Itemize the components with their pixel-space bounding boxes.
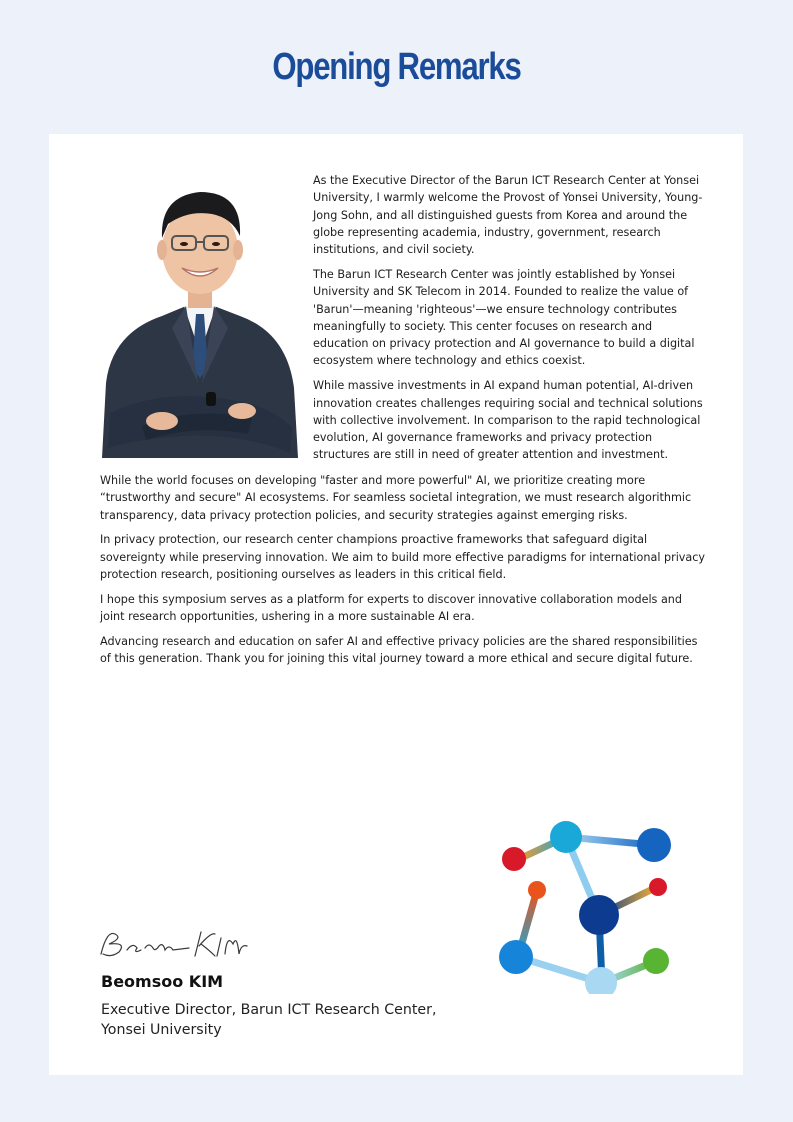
paragraph: As the Executive Director of the Barun ICT Research Center at Yonsei University, I warmly welcome the Provost of Yonsei University, Young-Jong Sohn, and all distinguished guests from Korea and around the globe representing academia, industry, government, research institutions, and civil society. (313, 174, 703, 257)
remarks-card (49, 134, 743, 1075)
signatory-title-line: Executive Director, Barun ICT Research Center, (101, 1002, 437, 1018)
paragraph: In privacy protection, our research center champions proactive frameworks that safeguard digital sovereignty while preserving innovation. We aim to build more effective paradigms for international privacy protection research, positioning ourselves as leaders in this critical field. (100, 533, 706, 581)
paragraph: While massive investments in AI expand human potential, AI-driven innovation creates challenges requiring social and technical solutions with collective involvement. In comparison to the rapid technological evolution, AI governance frameworks and privacy protection structures are still in need of greater attention and investment. (313, 379, 703, 462)
paragraph: I hope this symposium serves as a platform for experts to discover innovative collaboration models and joint research opportunities, ushering in a more sustainable AI era. (100, 592, 682, 624)
page-title: Opening Remarks (272, 46, 521, 88)
paragraph: While the world focuses on developing "faster and more powerful" AI, we prioritize creating more “trustworthy and secure" AI ecosystems. For seamless societal integration, we must research algorithmic transparency, data privacy protection policies, and security strategies against emerging risks. (100, 474, 692, 522)
signatory-name: Beomsoo KIM (101, 972, 224, 991)
signatory-title-line: Yonsei University (101, 1022, 222, 1038)
paragraph: The Barun ICT Research Center was jointly established by Yonsei University and SK Telecom in 2014. Founded to realize the value of 'Barun'—meaning 'righteous'—we ensure technology contributes meaningfully to society. This center focuses on research and education on privacy protection and AI governance to build a digital ecosystem where technology and ethics coexist. (313, 267, 695, 368)
remarks-text-full (100, 472, 710, 675)
paragraph: Advancing research and education on safer AI and effective privacy policies are the shared responsibilities of this generation. Thank you for joining this vital journey toward a more ethical and secure digital future. (100, 634, 698, 666)
remarks-text-top (313, 172, 708, 471)
director-portrait (102, 178, 298, 458)
handwritten-signature (97, 924, 257, 964)
network-logo-icon (494, 819, 674, 994)
signatory-title (101, 1000, 501, 1040)
